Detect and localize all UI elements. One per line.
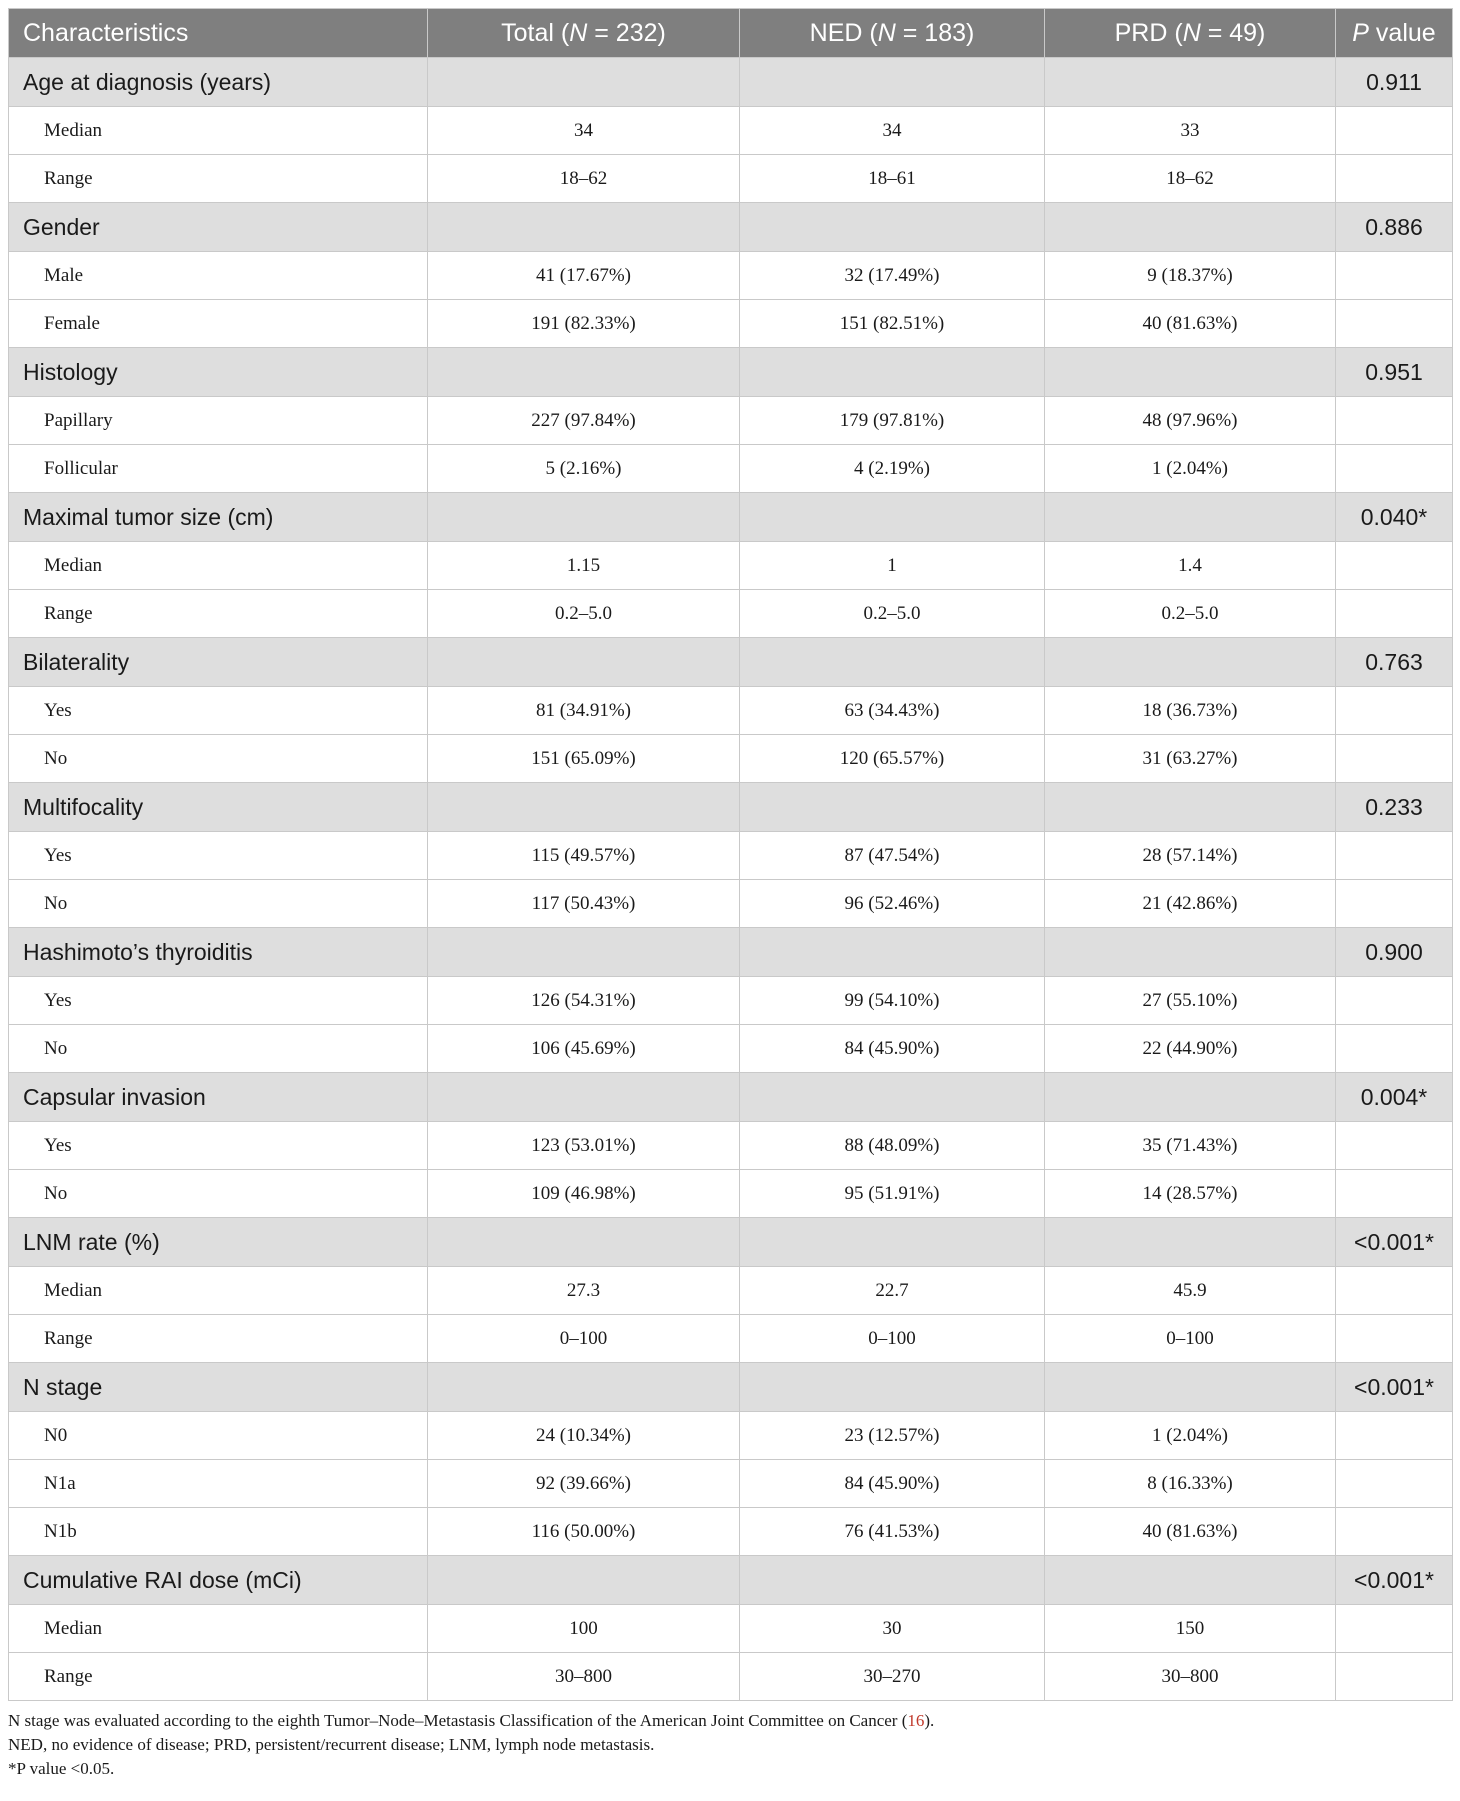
group-total-cell [428, 58, 740, 107]
group-label: N stage [9, 1363, 428, 1412]
group-prd-cell [1045, 1556, 1336, 1605]
group-total-cell [428, 928, 740, 977]
prd-cell: 21 (42.86%) [1045, 880, 1336, 928]
prd-cell: 0.2–5.0 [1045, 590, 1336, 638]
ned-cell: 88 (48.09%) [740, 1122, 1045, 1170]
table-row [9, 1653, 1453, 1701]
p-value-cell [1336, 1122, 1453, 1170]
prd-cell: 14 (28.57%) [1045, 1170, 1336, 1218]
ned-cell: 84 (45.90%) [740, 1025, 1045, 1073]
row-label: Median [9, 542, 428, 590]
group-row [9, 638, 1453, 687]
p-value-cell [1336, 1605, 1453, 1653]
group-p-value: <0.001* [1336, 1556, 1453, 1605]
total-cell: 0–100 [428, 1315, 740, 1363]
header-ned: NED (N = 183) [740, 9, 1045, 58]
prd-cell: 1 (2.04%) [1045, 445, 1336, 493]
table-body [9, 58, 1453, 1701]
group-label: Maximal tumor size (cm) [9, 493, 428, 542]
ned-cell: 95 (51.91%) [740, 1170, 1045, 1218]
group-p-value: 0.040* [1336, 493, 1453, 542]
table-header [9, 9, 1453, 58]
p-value-cell [1336, 155, 1453, 203]
total-cell: 151 (65.09%) [428, 735, 740, 783]
total-cell: 1.15 [428, 542, 740, 590]
total-cell: 5 (2.16%) [428, 445, 740, 493]
prd-cell: 18 (36.73%) [1045, 687, 1336, 735]
group-row [9, 928, 1453, 977]
table-row [9, 832, 1453, 880]
ned-cell: 23 (12.57%) [740, 1412, 1045, 1460]
p-value-cell [1336, 1267, 1453, 1315]
total-cell: 18–62 [428, 155, 740, 203]
p-value-cell [1336, 1412, 1453, 1460]
header-characteristics: Characteristics [9, 9, 428, 58]
ned-cell: 34 [740, 107, 1045, 155]
group-label: Gender [9, 203, 428, 252]
group-label: Cumulative RAI dose (mCi) [9, 1556, 428, 1605]
group-prd-cell [1045, 783, 1336, 832]
table-row [9, 1412, 1453, 1460]
header-pvalue: P value [1336, 9, 1453, 58]
total-cell: 106 (45.69%) [428, 1025, 740, 1073]
table-row [9, 687, 1453, 735]
header-prd: PRD (N = 49) [1045, 9, 1336, 58]
table-row [9, 1267, 1453, 1315]
reference-link[interactable]: 16 [907, 1711, 925, 1730]
table-row [9, 1170, 1453, 1218]
row-label: Follicular [9, 445, 428, 493]
ned-cell: 179 (97.81%) [740, 397, 1045, 445]
prd-cell: 31 (63.27%) [1045, 735, 1336, 783]
group-total-cell [428, 783, 740, 832]
group-p-value: 0.886 [1336, 203, 1453, 252]
table-wrapper [8, 8, 1452, 1781]
row-label: Yes [9, 687, 428, 735]
p-value-cell [1336, 1170, 1453, 1218]
prd-cell: 8 (16.33%) [1045, 1460, 1336, 1508]
group-total-cell [428, 493, 740, 542]
group-label: Histology [9, 348, 428, 397]
ned-cell: 99 (54.10%) [740, 977, 1045, 1025]
characteristics-table [8, 8, 1453, 1701]
p-value-cell [1336, 1460, 1453, 1508]
group-ned-cell [740, 58, 1045, 107]
p-value-cell [1336, 542, 1453, 590]
table-row [9, 542, 1453, 590]
table-row [9, 1508, 1453, 1556]
total-cell: 81 (34.91%) [428, 687, 740, 735]
group-total-cell [428, 1556, 740, 1605]
total-cell: 227 (97.84%) [428, 397, 740, 445]
table-row [9, 155, 1453, 203]
row-label: Female [9, 300, 428, 348]
table-row [9, 1315, 1453, 1363]
p-value-cell [1336, 445, 1453, 493]
p-value-cell [1336, 1508, 1453, 1556]
group-prd-cell [1045, 1363, 1336, 1412]
table-footnotes [8, 1709, 1452, 1781]
p-value-cell [1336, 107, 1453, 155]
group-total-cell [428, 203, 740, 252]
group-ned-cell [740, 1556, 1045, 1605]
group-row [9, 1218, 1453, 1267]
p-value-cell [1336, 590, 1453, 638]
prd-cell: 30–800 [1045, 1653, 1336, 1701]
group-label: Age at diagnosis (years) [9, 58, 428, 107]
ned-cell: 120 (65.57%) [740, 735, 1045, 783]
table-row [9, 252, 1453, 300]
ned-cell: 84 (45.90%) [740, 1460, 1045, 1508]
header-row [9, 9, 1453, 58]
prd-cell: 48 (97.96%) [1045, 397, 1336, 445]
p-value-cell [1336, 977, 1453, 1025]
group-total-cell [428, 638, 740, 687]
row-label: No [9, 1170, 428, 1218]
prd-cell: 40 (81.63%) [1045, 1508, 1336, 1556]
row-label: Range [9, 1653, 428, 1701]
row-label: N1a [9, 1460, 428, 1508]
group-p-value: 0.911 [1336, 58, 1453, 107]
group-prd-cell [1045, 348, 1336, 397]
group-label: LNM rate (%) [9, 1218, 428, 1267]
group-total-cell [428, 348, 740, 397]
p-value-cell [1336, 735, 1453, 783]
group-row [9, 1363, 1453, 1412]
ned-cell: 96 (52.46%) [740, 880, 1045, 928]
group-p-value: 0.233 [1336, 783, 1453, 832]
total-cell: 41 (17.67%) [428, 252, 740, 300]
ned-cell: 1 [740, 542, 1045, 590]
row-label: Range [9, 155, 428, 203]
group-total-cell [428, 1073, 740, 1122]
ned-cell: 4 (2.19%) [740, 445, 1045, 493]
table-row [9, 445, 1453, 493]
group-prd-cell [1045, 58, 1336, 107]
group-p-value: <0.001* [1336, 1218, 1453, 1267]
prd-cell: 9 (18.37%) [1045, 252, 1336, 300]
total-cell: 24 (10.34%) [428, 1412, 740, 1460]
group-label: Hashimoto’s thyroiditis [9, 928, 428, 977]
group-ned-cell [740, 493, 1045, 542]
p-value-cell [1336, 300, 1453, 348]
table-row [9, 107, 1453, 155]
ned-cell: 22.7 [740, 1267, 1045, 1315]
group-row [9, 1556, 1453, 1605]
row-label: Papillary [9, 397, 428, 445]
table-row [9, 1122, 1453, 1170]
group-row [9, 1073, 1453, 1122]
table-row [9, 590, 1453, 638]
p-value-cell [1336, 832, 1453, 880]
row-label: Median [9, 1267, 428, 1315]
total-cell: 30–800 [428, 1653, 740, 1701]
group-prd-cell [1045, 928, 1336, 977]
footnote-significance: *P value <0.05. [8, 1759, 115, 1778]
footnote-n-stage: N stage was evaluated according to the eighth Tumor–Node–Metastasis Classification of the American Joint Committee on Cancer (16). [8, 1711, 935, 1730]
table-row [9, 1025, 1453, 1073]
ned-cell: 0.2–5.0 [740, 590, 1045, 638]
group-p-value: 0.004* [1336, 1073, 1453, 1122]
row-label: Yes [9, 1122, 428, 1170]
ned-cell: 76 (41.53%) [740, 1508, 1045, 1556]
row-label: No [9, 735, 428, 783]
group-label: Bilaterality [9, 638, 428, 687]
prd-cell: 33 [1045, 107, 1336, 155]
prd-cell: 0–100 [1045, 1315, 1336, 1363]
ned-cell: 63 (34.43%) [740, 687, 1045, 735]
table-row [9, 397, 1453, 445]
group-ned-cell [740, 928, 1045, 977]
p-value-cell [1336, 1025, 1453, 1073]
group-total-cell [428, 1218, 740, 1267]
group-ned-cell [740, 1218, 1045, 1267]
row-label: Male [9, 252, 428, 300]
header-total: Total (N = 232) [428, 9, 740, 58]
group-p-value: <0.001* [1336, 1363, 1453, 1412]
prd-cell: 1 (2.04%) [1045, 1412, 1336, 1460]
group-ned-cell [740, 348, 1045, 397]
group-ned-cell [740, 1073, 1045, 1122]
prd-cell: 18–62 [1045, 155, 1336, 203]
group-row [9, 203, 1453, 252]
group-p-value: 0.763 [1336, 638, 1453, 687]
group-row [9, 348, 1453, 397]
group-prd-cell [1045, 493, 1336, 542]
row-label: Median [9, 1605, 428, 1653]
row-label: Range [9, 1315, 428, 1363]
total-cell: 116 (50.00%) [428, 1508, 740, 1556]
group-ned-cell [740, 638, 1045, 687]
total-cell: 126 (54.31%) [428, 977, 740, 1025]
p-value-cell [1336, 687, 1453, 735]
total-cell: 100 [428, 1605, 740, 1653]
group-row [9, 783, 1453, 832]
table-row [9, 1605, 1453, 1653]
prd-cell: 150 [1045, 1605, 1336, 1653]
total-cell: 109 (46.98%) [428, 1170, 740, 1218]
prd-cell: 22 (44.90%) [1045, 1025, 1336, 1073]
group-ned-cell [740, 1363, 1045, 1412]
ned-cell: 30 [740, 1605, 1045, 1653]
row-label: Median [9, 107, 428, 155]
group-prd-cell [1045, 1218, 1336, 1267]
group-ned-cell [740, 203, 1045, 252]
group-prd-cell [1045, 1073, 1336, 1122]
group-prd-cell [1045, 638, 1336, 687]
group-p-value: 0.900 [1336, 928, 1453, 977]
total-cell: 27.3 [428, 1267, 740, 1315]
p-value-cell [1336, 1315, 1453, 1363]
table-row [9, 735, 1453, 783]
ned-cell: 32 (17.49%) [740, 252, 1045, 300]
total-cell: 34 [428, 107, 740, 155]
table-row [9, 880, 1453, 928]
total-cell: 117 (50.43%) [428, 880, 740, 928]
p-value-cell [1336, 880, 1453, 928]
row-label: N0 [9, 1412, 428, 1460]
p-value-cell [1336, 252, 1453, 300]
total-cell: 191 (82.33%) [428, 300, 740, 348]
footnote-abbreviations: NED, no evidence of disease; PRD, persistent/recurrent disease; LNM, lymph node metastasis. [8, 1735, 655, 1754]
ned-cell: 87 (47.54%) [740, 832, 1045, 880]
row-label: Yes [9, 832, 428, 880]
ned-cell: 0–100 [740, 1315, 1045, 1363]
row-label: No [9, 1025, 428, 1073]
total-cell: 115 (49.57%) [428, 832, 740, 880]
group-prd-cell [1045, 203, 1336, 252]
group-label: Capsular invasion [9, 1073, 428, 1122]
ned-cell: 18–61 [740, 155, 1045, 203]
prd-cell: 27 (55.10%) [1045, 977, 1336, 1025]
group-p-value: 0.951 [1336, 348, 1453, 397]
prd-cell: 40 (81.63%) [1045, 300, 1336, 348]
ned-cell: 151 (82.51%) [740, 300, 1045, 348]
group-row [9, 493, 1453, 542]
p-value-cell [1336, 397, 1453, 445]
total-cell: 92 (39.66%) [428, 1460, 740, 1508]
prd-cell: 45.9 [1045, 1267, 1336, 1315]
prd-cell: 28 (57.14%) [1045, 832, 1336, 880]
total-cell: 0.2–5.0 [428, 590, 740, 638]
prd-cell: 1.4 [1045, 542, 1336, 590]
prd-cell: 35 (71.43%) [1045, 1122, 1336, 1170]
row-label: N1b [9, 1508, 428, 1556]
group-label: Multifocality [9, 783, 428, 832]
ned-cell: 30–270 [740, 1653, 1045, 1701]
group-row [9, 58, 1453, 107]
row-label: Range [9, 590, 428, 638]
row-label: Yes [9, 977, 428, 1025]
group-ned-cell [740, 783, 1045, 832]
group-total-cell [428, 1363, 740, 1412]
row-label: No [9, 880, 428, 928]
total-cell: 123 (53.01%) [428, 1122, 740, 1170]
table-row [9, 300, 1453, 348]
p-value-cell [1336, 1653, 1453, 1701]
table-row [9, 977, 1453, 1025]
table-row [9, 1460, 1453, 1508]
